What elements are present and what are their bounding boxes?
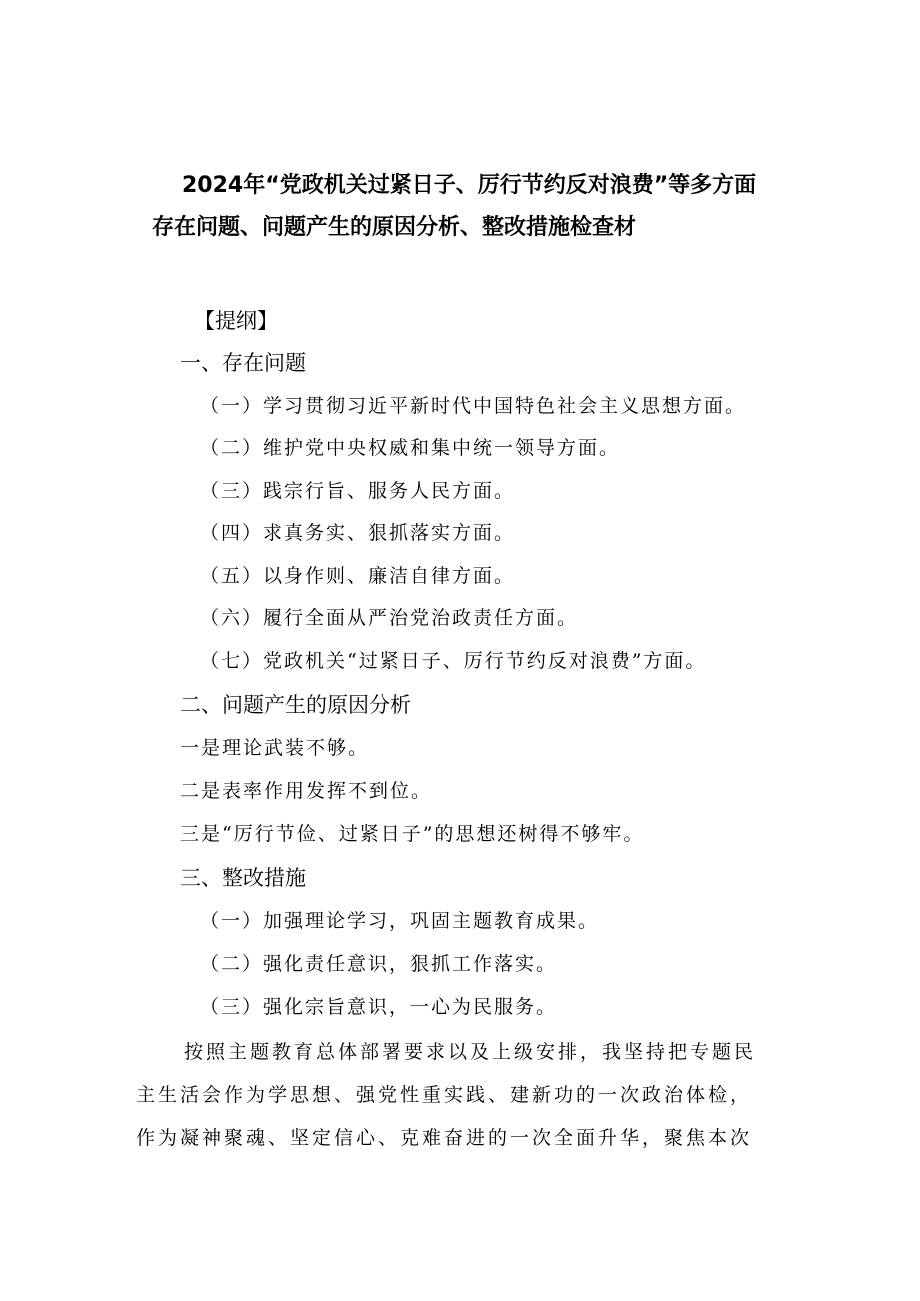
section-1-item: （二）维护党中央权威和集中统一领导方面。 (200, 437, 621, 459)
section-3-item: （二）强化责任意识，狠抓工作落实。 (200, 953, 558, 975)
section-1-item: （一）学习贯彻习近平新时代中国特色社会主义思想方面。 (200, 395, 747, 417)
body-paragraph-line: 按照主题教育总体部署要求以及上级安排，我坚持把专题民 (184, 1041, 757, 1063)
section-1-item: （五）以身作则、廉洁自律方面。 (200, 565, 516, 587)
section-1-item: （四）求真务实、狠抓落实方面。 (200, 522, 516, 544)
section-1-heading: 一、存在问题 (180, 351, 306, 375)
body-paragraph-line: 主生活会作为学思想、强党性重实践、建新功的一次政治体检， (136, 1084, 753, 1106)
section-3-item: （一）加强理论学习，巩固主题教育成果。 (200, 910, 600, 932)
document-title-line-2: 存在问题、问题产生的原因分析、整改措施检查材 (152, 215, 637, 240)
section-2-item: 二是表率作用发挥不到位。 (180, 780, 433, 802)
section-1-item: （三）践宗行旨、服务人民方面。 (200, 480, 516, 502)
outline-label: 【提纲】 (194, 309, 278, 333)
section-3-item: （三）强化宗旨意识，一心为民服务。 (200, 996, 558, 1018)
section-1-item: （七）党政机关“过紧日子、厉行节约反对浪费”方面。 (200, 650, 707, 672)
section-2-item: 一是理论武装不够。 (180, 737, 370, 759)
section-3-heading: 三、整改措施 (180, 866, 306, 890)
document-title-line-1: 2024年“党政机关过紧日子、厉行节约反对浪费”等多方面 (182, 173, 757, 198)
section-2-item: 三是“厉行节俭、过紧日子”的思想还树得不够牢。 (180, 823, 645, 845)
section-1-item: （六）履行全面从严治党治政责任方面。 (200, 607, 579, 629)
body-paragraph-line: 作为凝神聚魂、坚定信心、克难奋进的一次全面升华，聚焦本次 (136, 1127, 753, 1149)
section-2-heading: 二、问题产生的原因分析 (180, 693, 411, 717)
